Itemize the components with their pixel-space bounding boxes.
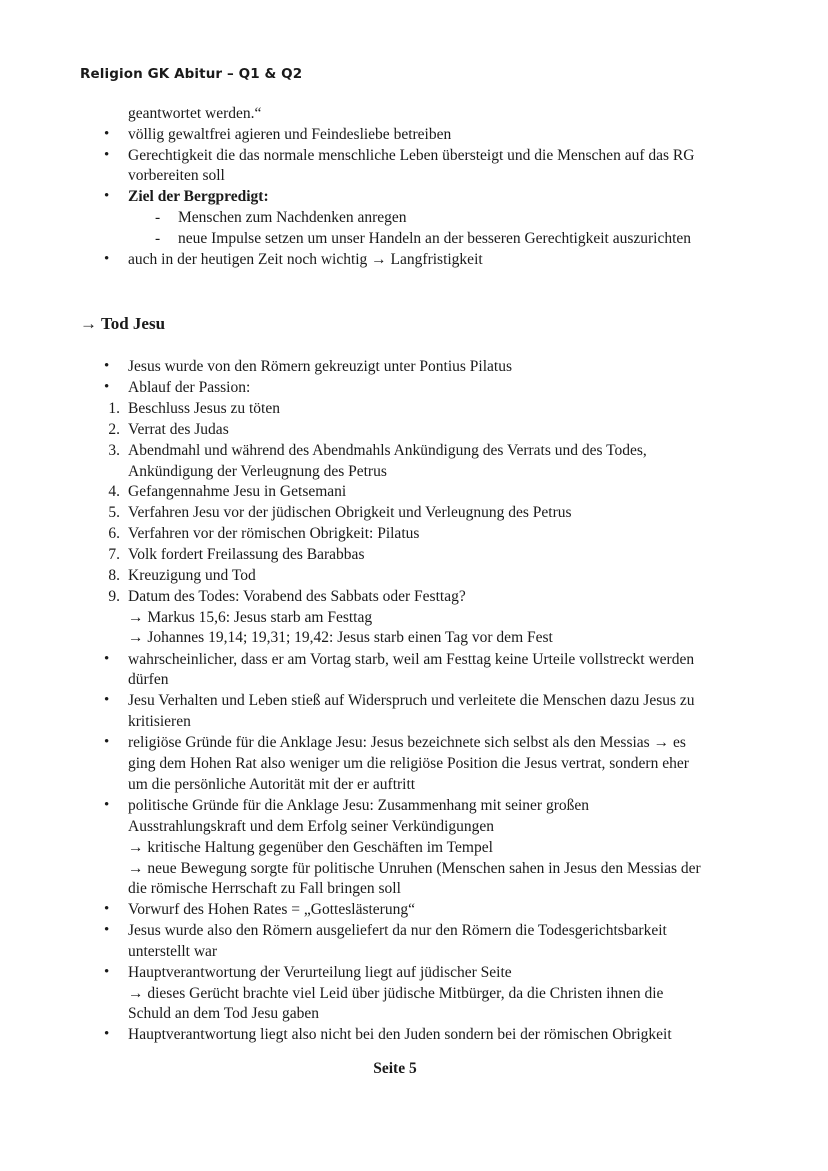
list-item-continuation: Schuld an dem Tod Jesu gaben (128, 1005, 320, 1022)
list-item-continuation: um die persönliche Autorität mit der er auftritt (128, 776, 416, 793)
list-item-continuation: → kritische Haltung gegenüber den Geschäften im Tempel (128, 839, 493, 856)
step-text: Kreuzigung und Tod (128, 567, 256, 584)
bullet-icon: • (104, 734, 110, 750)
bullet-icon: • (104, 379, 110, 395)
sub-list-item: Menschen zum Nachdenken anregen (178, 209, 407, 226)
list-item-continuation: unterstellt war (128, 943, 218, 960)
list-item: Hauptverantwortung liegt also nicht bei den Juden sondern bei der römischen Obrigkeit (128, 1026, 672, 1043)
list-item-continuation: vorbereiten soll (128, 167, 225, 184)
list-item-continuation: → neue Bewegung sorgte für politische Unruhen (Menschen sahen in Jesus den Messias der (128, 860, 701, 877)
list-item: Ablauf der Passion: (128, 379, 251, 396)
document-header: Religion GK Abitur – Q1 & Q2 (80, 66, 303, 82)
list-item-continuation: Ausstrahlungskraft und dem Erfolg seiner Verkündigungen (128, 818, 495, 835)
step-text: Datum des Todes: Vorabend des Sabbats oder Festtag? (128, 588, 466, 605)
step-text-continuation: → Johannes 19,14; 19,31; 19,42: Jesus starb einen Tag vor dem Fest (128, 629, 553, 646)
list-item: politische Gründe für die Anklage Jesu: Zusammenhang mit seiner großen (128, 797, 590, 814)
bullet-icon: • (104, 126, 110, 142)
dash-icon: - (155, 209, 161, 226)
step-number: 5. (108, 504, 120, 521)
bullet-icon: • (104, 651, 110, 667)
step-number: 3. (108, 442, 120, 459)
bullet-icon: • (104, 797, 110, 813)
list-item: wahrscheinlicher, dass er am Vortag starb, weil am Festtag keine Urteile vollstreckt werden (128, 651, 695, 668)
step-text: Gefangennahme Jesu in Getsemani (128, 483, 347, 500)
dash-icon: - (155, 230, 161, 247)
list-item-continuation: → dieses Gerücht brachte viel Leid über jüdische Mitbürger, da die Christen ihnen die (128, 985, 664, 1002)
step-text: Abendmahl und während des Abendmahls Ankündigung des Verrats und des Todes, (128, 442, 647, 459)
list-item-continuation: dürfen (128, 671, 169, 688)
list-item-continuation: ging dem Hohen Rat also weniger um die religiöse Position die Jesus vertrat, sondern eher (128, 755, 689, 772)
list-item: Jesus wurde also den Römern ausgeliefert da nur den Römern die Todesgerichtsbarkeit (128, 922, 667, 939)
bullet-icon: • (104, 147, 110, 163)
bullet-icon: • (104, 692, 110, 708)
list-item-continuation: die römische Herrschaft zu Fall bringen soll (128, 880, 401, 897)
list-item: Jesu Verhalten und Leben stieß auf Widerspruch und verleitete die Menschen dazu Jesus zu (128, 692, 695, 709)
step-text: Verfahren vor der römischen Obrigkeit: Pilatus (128, 525, 420, 542)
step-number: 4. (108, 483, 120, 500)
list-item: völlig gewaltfrei agieren und Feindesliebe betreiben (128, 126, 452, 143)
list-item: religiöse Gründe für die Anklage Jesu: Jesus bezeichnete sich selbst als den Messias → es (128, 734, 686, 751)
bullet-icon: • (104, 358, 110, 374)
step-text: Beschluss Jesus zu töten (128, 400, 280, 417)
step-number: 2. (108, 421, 120, 438)
sub-list-item: neue Impulse setzen um unser Handeln an der besseren Gerechtigkeit auszurichten (178, 230, 692, 247)
step-number: 6. (108, 525, 120, 542)
bullet-icon: • (104, 188, 110, 204)
step-text-continuation: Ankündigung der Verleugnung des Petrus (128, 463, 387, 480)
list-item: Jesus wurde von den Römern gekreuzigt unter Pontius Pilatus (128, 358, 513, 375)
step-number: 8. (108, 567, 120, 584)
list-item: Vorwurf des Hohen Rates = „Gotteslästerung“ (128, 901, 415, 918)
bullet-icon: • (104, 964, 110, 980)
bullet-icon: • (104, 251, 110, 267)
bullet-icon: • (104, 1026, 110, 1042)
list-item: Gerechtigkeit die das normale menschliche Leben übersteigt und die Menschen auf das RG (128, 147, 695, 164)
step-text: Verfahren Jesu vor der jüdischen Obrigkeit und Verleugnung des Petrus (128, 504, 572, 521)
list-item: auch in der heutigen Zeit noch wichtig → Langfristigkeit (128, 251, 483, 268)
step-text: Verrat des Judas (128, 421, 229, 438)
bullet-icon: • (104, 922, 110, 938)
step-text: Volk fordert Freilassung des Barabbas (128, 546, 365, 563)
page-number: Seite 5 (373, 1060, 417, 1077)
bullet-icon: • (104, 901, 110, 917)
subheading: Ziel der Bergpredigt: (128, 188, 269, 205)
step-text-continuation: → Markus 15,6: Jesus starb am Festtag (128, 609, 373, 626)
continuation-line: geantwortet werden.“ (128, 105, 262, 122)
section-heading: → Tod Jesu (80, 314, 166, 333)
step-number: 7. (108, 546, 120, 563)
step-number: 1. (108, 400, 120, 417)
step-number: 9. (108, 588, 120, 605)
list-item: Hauptverantwortung der Verurteilung liegt auf jüdischer Seite (128, 964, 512, 981)
list-item-continuation: kritisieren (128, 713, 191, 730)
